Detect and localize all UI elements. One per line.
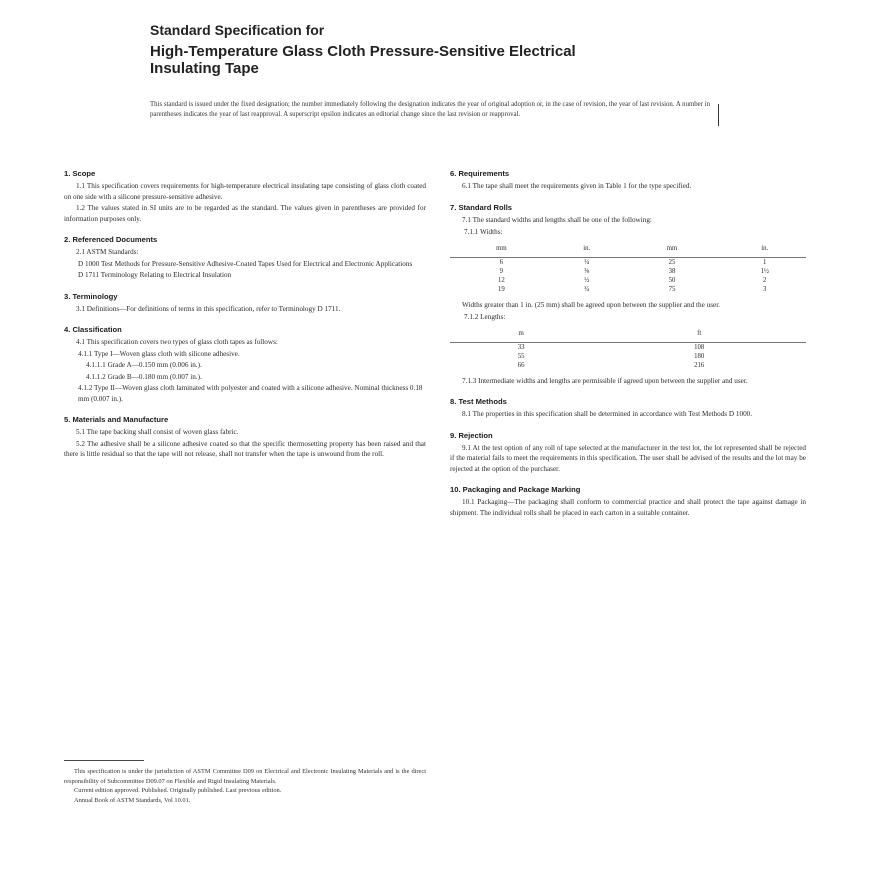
paragraph: 1.1 This specification covers requirements for high-temperature electrical insulating tape consisting of glass cloth coated on one side with a silicone pressure-sensitive adhesive.: [64, 182, 426, 201]
title-line-3: Insulating Tape: [150, 60, 259, 77]
section-heading: 8. Test Methods: [450, 397, 507, 406]
section-heading: 6. Requirements: [450, 169, 510, 178]
table-cell: 2: [763, 276, 767, 284]
paragraph: 7.1 The standard widths and lengths shall be one of the following:: [462, 215, 652, 224]
paragraph: 4.1.1.2 Grade B—0.180 mm (0.007 in.).: [86, 372, 202, 381]
footnotes: [64, 760, 426, 805]
table-row: [450, 352, 806, 361]
table-cell: 19: [497, 285, 505, 293]
table-row: [450, 257, 806, 267]
table-row: [450, 276, 806, 285]
table-cell: 38: [668, 267, 676, 275]
table-cell: 216: [694, 361, 705, 369]
table-cell: 12: [497, 276, 505, 284]
section-heading: 3. Terminology: [64, 291, 118, 301]
reference-item: D 1711 Terminology Relating to Electrical Insulation: [78, 271, 232, 279]
table-cell: ½: [584, 276, 590, 284]
section-heading: 2. Referenced Documents: [64, 235, 158, 244]
section-test-methods: [450, 396, 806, 420]
table-cell: 33: [517, 343, 525, 351]
section-packaging: [450, 484, 806, 518]
right-column: [450, 168, 806, 528]
section-heading: 10. Packaging and Package Marking: [450, 485, 581, 494]
footnote: This specification is under the jurisdiction of ASTM Committee D09 on Electrical and Electronic Insulating Materials and is the direct responsibility of Subcommittee D09.07 on Flexible and Rigid Insulating Materials.: [64, 768, 426, 785]
table-header: mm: [621, 242, 724, 258]
table-cell: 75: [668, 285, 676, 293]
revision-bar: [718, 104, 719, 126]
paragraph: 9.1 At the test option of any roll of tape selected at the manufacturer in the test lot, the lot represented shall be rejected if the material fails to meet the requirements in this specification. The user shall be advised of the results and the lot may be rejected at the option of the purchaser.: [450, 443, 806, 473]
reference-item: D 1000 Test Methods for Pressure-Sensitive Adhesive-Coated Tapes Used for Electrical and Electronic Applications: [78, 259, 413, 268]
table-row: [450, 361, 806, 370]
section-heading: 7. Standard Rolls: [450, 202, 513, 212]
paragraph: 5.2 The adhesive shall be a silicone adhesive coated so that the specific thermosetting property has been raised and that there is little residual so that the tape will not release, shall not transfer when the tape is unwound from the roll.: [64, 439, 426, 458]
table-row: [450, 342, 806, 352]
table-cell: ⅜: [584, 267, 590, 275]
table-cell: 9: [499, 267, 504, 275]
paragraph: 6.1 The tape shall meet the requirements given in Table 1 for the type specified.: [462, 182, 692, 190]
table-row: [450, 285, 806, 294]
section-heading: 9. Rejection: [450, 430, 493, 440]
widths-table: [450, 242, 806, 294]
table-caption: 7.1.2 Lengths:: [464, 313, 506, 321]
title-line-2: High-Temperature Glass Cloth Pressure-Sensitive Electrical: [150, 43, 576, 60]
paragraph: 2.1 ASTM Standards:: [76, 248, 139, 256]
table-header-row: [450, 242, 806, 258]
table-cell: 66: [517, 361, 525, 369]
document-title: [150, 22, 750, 77]
table-row: [450, 267, 806, 276]
table-cell: 1: [763, 258, 767, 266]
left-column: [64, 168, 426, 470]
paragraph: 4.1.1.1 Grade A—0.150 mm (0.006 in.).: [86, 361, 202, 369]
paragraph: 8.1 The properties in this specification shall be determined in accordance with Test Methods D 1000.: [462, 410, 753, 418]
table-cell: 50: [668, 276, 676, 284]
paragraph: 7.1.3 Intermediate widths and lengths are permissible if agreed upon between the supplier and user.: [462, 376, 748, 385]
section-referenced-documents: [64, 234, 426, 281]
table-header: in.: [553, 242, 621, 258]
section-requirements: [450, 168, 806, 192]
table-header: in.: [723, 242, 806, 258]
table-cell: 1½: [760, 267, 769, 275]
paragraph: 4.1 This specification covers two types of glass cloth tapes as follows:: [76, 338, 278, 346]
section-rejection: [450, 430, 806, 475]
footnote: Current edition approved. Published. Originally published. Last previous edition.: [74, 787, 282, 794]
paragraph: 4.1.1 Type I—Woven glass cloth with silicone adhesive.: [78, 349, 240, 358]
paragraph: 1.2 The values stated in SI units are to be regarded as the standard. The values given in parentheses are provided for information purposes only.: [64, 204, 426, 223]
paragraph: 4.1.2 Type II—Woven glass cloth laminated with polyester and coated with a silicone adhesive. Nominal thickness 0.18 mm (0.007 in.).: [78, 384, 423, 403]
table-cell: 180: [694, 352, 705, 360]
table-cell: 108: [694, 343, 705, 351]
footnote: Annual Book of ASTM Standards, Vol 10.01.: [74, 796, 191, 804]
table-header: m: [450, 327, 592, 343]
section-terminology: [64, 291, 426, 315]
table-cell: ¼: [584, 258, 590, 266]
table-cell: 55: [517, 352, 525, 360]
table-cell: 6: [499, 258, 504, 266]
paragraph: 10.1 Packaging—The packaging shall conform to commercial practice and shall protect the tape against damage in shipment. The individual rolls shall be placed in each carton in a suitable container.: [450, 498, 806, 517]
table-header-row: [450, 327, 806, 343]
section-heading: 5. Materials and Manufacture: [64, 415, 169, 424]
section-standard-rolls: [450, 202, 806, 387]
standard-notice: This standard is issued under the fixed designation; the number immediately following the designation indicates the year of original adoption or, in the case of revision, the year of last revision. A number in parentheses indicates the year of last reapproval. A superscript epsilon indicates an editorial change since the last revision or reapproval.: [150, 101, 710, 118]
section-heading: 4. Classification: [64, 325, 122, 334]
table-caption: 7.1.1 Widths:: [464, 228, 503, 236]
table-cell: 25: [668, 258, 676, 266]
table-cell: 3: [763, 285, 767, 293]
table-header: mm: [450, 242, 553, 258]
section-scope: [64, 168, 426, 224]
section-materials: [64, 414, 426, 460]
paragraph: 3.1 Definitions—For definitions of terms in this specification, refer to Terminology D 1711.: [76, 304, 341, 313]
paragraph: Widths greater than 1 in. (25 mm) shall be agreed upon between the supplier and the user.: [462, 300, 720, 309]
table-header: ft: [592, 327, 806, 343]
footnote-rule: [64, 760, 144, 761]
section-heading: 1. Scope: [64, 169, 96, 178]
title-line-1: Standard Specification for: [150, 22, 325, 38]
paragraph: 5.1 The tape backing shall consist of woven glass fabric.: [76, 428, 239, 436]
lengths-table: [450, 327, 806, 370]
section-classification: [64, 324, 426, 404]
table-cell: ¾: [584, 285, 590, 293]
